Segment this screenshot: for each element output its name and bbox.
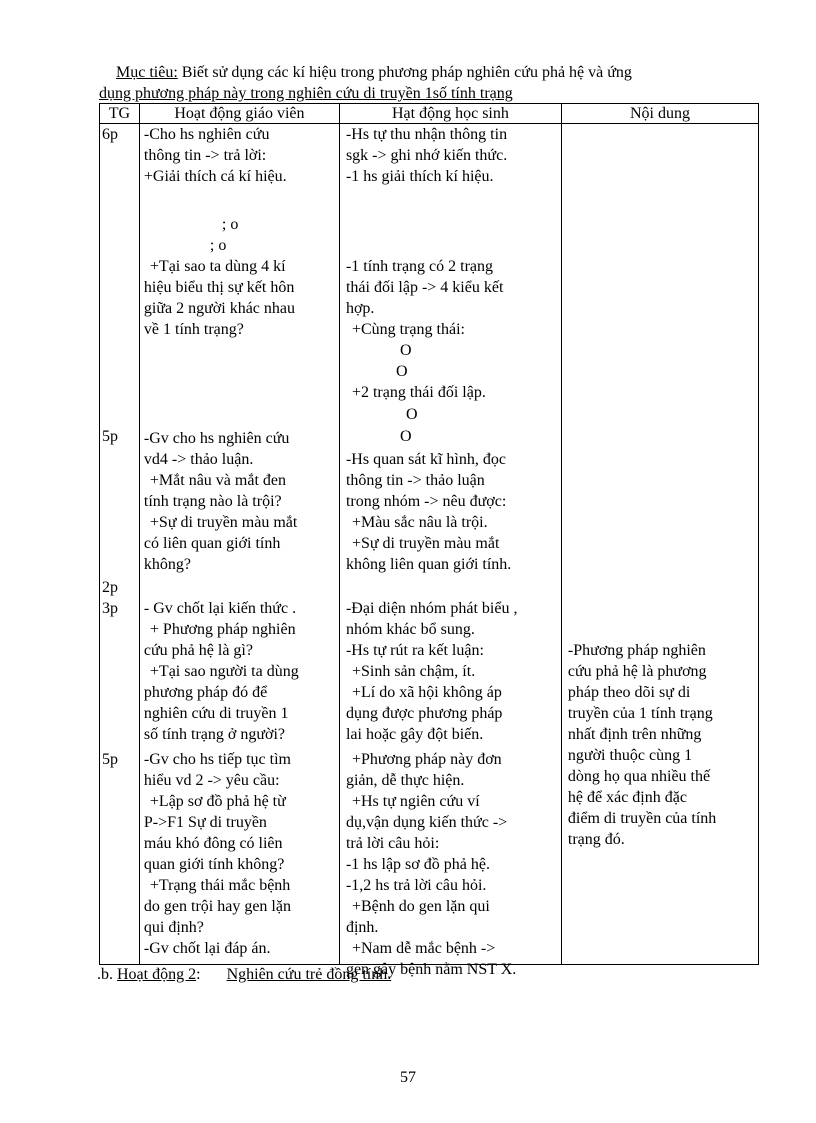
teacher-line: ; o xyxy=(209,237,227,254)
teacher-line: máu khó đông có liên xyxy=(143,835,283,852)
teacher-line: +Sự di truyền màu mắt xyxy=(149,514,298,531)
content-line: hệ để xác định đặc xyxy=(567,789,687,806)
teacher-line: do gen trội hay gen lặn xyxy=(143,898,291,915)
teacher-line: - Gv chốt lại kiến thức . xyxy=(143,600,297,617)
table-header-row xyxy=(100,104,759,124)
section-heading xyxy=(97,966,391,984)
objective-label: Mục tiêu: xyxy=(116,64,178,81)
student-line: -Đại diện nhóm phát biểu , xyxy=(345,600,518,617)
student-line: trả lời câu hỏi: xyxy=(345,835,440,852)
student-line: -1 hs lập sơ đồ phả hệ. xyxy=(345,856,490,873)
objective-text: Biết sử dụng các kí hiệu trong phương pháp nghiên cứu phả hệ và ứng xyxy=(177,64,632,81)
student-line: định. xyxy=(345,919,379,936)
student-line: không liên quan giới tính. xyxy=(345,556,512,573)
content-line: điểm di truyền của tính xyxy=(567,810,717,827)
time-entry: 6p xyxy=(102,126,118,143)
time-entry: 5p xyxy=(102,751,118,768)
student-line: +Sự di truyền màu mắt xyxy=(351,535,500,552)
student-line: O xyxy=(405,406,418,423)
teacher-line: không? xyxy=(143,556,191,573)
student-line: -1 hs giải thích kí hiệu. xyxy=(345,168,494,185)
section-colon: : xyxy=(196,966,201,983)
teacher-activity-column xyxy=(139,124,339,965)
teacher-line: thông tin -> trả lời: xyxy=(143,147,267,164)
student-line: lai hoặc gây đột biến. xyxy=(345,726,484,743)
content-line: trạng đó. xyxy=(567,831,625,848)
student-line: -Hs tự rút ra kết luận: xyxy=(345,642,484,659)
section-prefix: .b. xyxy=(97,966,117,983)
teacher-line: hiệu biểu thị sự kết hôn xyxy=(143,279,295,296)
student-line: thái đối lập -> 4 kiểu kết xyxy=(345,279,504,296)
student-line: hợp. xyxy=(345,300,375,317)
teacher-line: có liên quan giới tính xyxy=(143,535,281,552)
objective xyxy=(99,62,739,104)
teacher-line: vd4 -> thảo luận. xyxy=(143,451,254,468)
teacher-line: -Cho hs nghiên cứu xyxy=(143,126,270,143)
student-line: +2 trạng thái đối lập. xyxy=(351,384,486,401)
time-column xyxy=(100,124,140,965)
student-line: gen gây bệnh nằm NST X. xyxy=(345,961,517,978)
header-content: Nội dung xyxy=(561,104,758,124)
student-line: O xyxy=(399,342,412,359)
student-line: +Hs tự ngiên cứu ví xyxy=(351,793,480,810)
student-line: O xyxy=(399,428,412,445)
teacher-line: ; o xyxy=(221,216,239,233)
student-line: thông tin -> thảo luận xyxy=(345,472,485,489)
content-line: nhất định trên những xyxy=(567,726,702,743)
content-line: cứu phả hệ là phương xyxy=(567,663,707,680)
content-line: dòng họ qua nhiều thế xyxy=(567,768,711,785)
content-column xyxy=(561,124,758,965)
student-line: -1,2 hs trả lời câu hỏi. xyxy=(345,877,487,894)
content-line: người thuộc cùng 1 xyxy=(567,747,693,764)
teacher-line: số tính trạng ở người? xyxy=(143,726,286,743)
student-line: +Cùng trạng thái: xyxy=(351,321,465,338)
teacher-line: qui định? xyxy=(143,919,204,936)
header-tg: TG xyxy=(100,104,140,124)
teacher-line: +Mắt nâu và mắt đen xyxy=(149,472,286,489)
teacher-line: -Gv cho hs tiếp tục tìm xyxy=(143,751,291,768)
teacher-line: +Tại sao ta dùng 4 kí xyxy=(149,258,286,275)
teacher-line: giữa 2 người khác nhau xyxy=(143,300,295,317)
header-teacher-activity: Hoạt động giáo viên xyxy=(139,104,339,124)
teacher-line: phương pháp đó để xyxy=(143,684,268,701)
student-line: O xyxy=(395,363,408,380)
objective-line-2: dụng phương pháp này trong nghiên cứu di truyền 1số tính trạng xyxy=(99,85,513,102)
student-line: +Sinh sản chậm, ít. xyxy=(351,663,476,680)
header-student-activity: Hạt động học sinh xyxy=(339,104,561,124)
teacher-line: -Gv chốt lại đáp án. xyxy=(143,940,271,957)
objective-line-1 xyxy=(99,62,739,83)
student-line: trong nhóm -> nêu được: xyxy=(345,493,507,510)
student-line: nhóm khác bổ sung. xyxy=(345,621,475,638)
page-number: 57 xyxy=(400,1069,416,1086)
time-entry: 5p xyxy=(102,428,118,445)
section-label: Hoạt động 2 xyxy=(117,966,197,983)
teacher-line: -Gv cho hs nghiên cứu xyxy=(143,430,290,447)
table-row xyxy=(100,124,759,965)
student-line: sgk -> ghi nhớ kiến thức. xyxy=(345,147,508,164)
section-title: Nghiên cứu trẻ đồng tính. xyxy=(226,966,392,983)
teacher-line: +Trạng thái mắc bệnh xyxy=(149,877,291,894)
student-line: -Hs tự thu nhận thông tin xyxy=(345,126,508,143)
content-line: -Phương pháp nghiên xyxy=(567,642,706,659)
teacher-cell xyxy=(140,124,339,964)
time-entry: 3p xyxy=(102,600,118,617)
student-line: dụ,vận dụng kiến thức -> xyxy=(345,814,508,831)
content-cell xyxy=(562,124,758,964)
student-line: +Bệnh do gen lặn qui xyxy=(351,898,490,915)
content-line: truyền của 1 tính trạng xyxy=(567,705,713,722)
content-line: pháp theo dõi sự di xyxy=(567,684,691,701)
student-cell xyxy=(340,124,561,978)
student-line: giản, dễ thực hiện. xyxy=(345,772,465,789)
student-line: +Màu sắc nâu là trội. xyxy=(351,514,488,531)
teacher-line: hiểu vd 2 -> yêu cầu: xyxy=(143,772,280,789)
teacher-line: P->F1 Sự di truyền xyxy=(143,814,267,831)
teacher-line: cứu phả hệ là gì? xyxy=(143,642,253,659)
student-line: +Phương pháp này đơn xyxy=(351,751,502,768)
teacher-line: +Tại sao người ta dùng xyxy=(149,663,299,680)
student-line: -1 tính trạng có 2 trạng xyxy=(345,258,494,275)
student-line: -Hs quan sát kĩ hình, đọc xyxy=(345,451,506,468)
student-line: +Lí do xã hội không áp xyxy=(351,684,502,701)
teacher-line: +Lập sơ đồ phả hệ từ xyxy=(149,793,286,810)
time-entry: 2p xyxy=(102,579,118,596)
teacher-line: + Phương pháp nghiên xyxy=(149,621,296,638)
student-activity-column xyxy=(339,124,561,978)
teacher-line: nghiên cứu di truyền 1 xyxy=(143,705,289,722)
teacher-line: +Giải thích cá kí hiệu. xyxy=(143,168,287,185)
time-cell xyxy=(100,124,139,964)
teacher-line: quan giới tính không? xyxy=(143,856,285,873)
teacher-line: tính trạng nào là trội? xyxy=(143,493,282,510)
student-line: +Nam dễ mắc bệnh -> xyxy=(351,940,496,957)
teacher-line: về 1 tính trạng? xyxy=(143,321,244,338)
student-line: dụng được phương pháp xyxy=(345,705,503,722)
